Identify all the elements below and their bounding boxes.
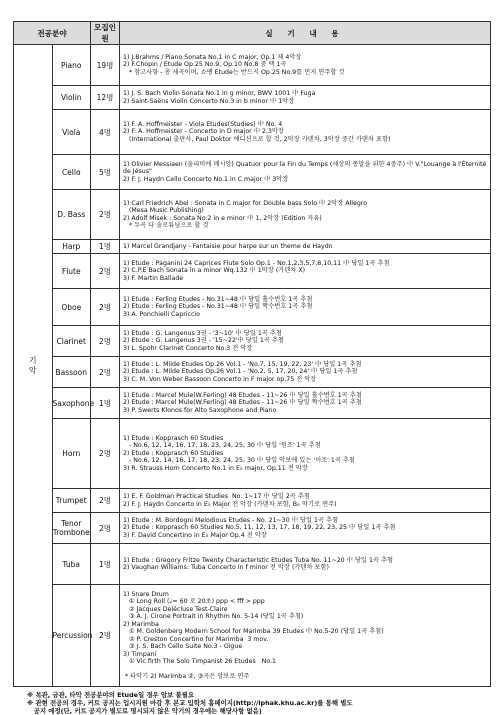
content-cell: 1) Etude : Marcel Mule(W.Ferling) 48 Etudes - 11~26 中 당일 홀수번호 1곡 추첨 2) Etude : Marcel Mule(W.Ferling) 48 Etudes - 11~26 中 당일 짝수번호 1곡 추첨 3) P. Swerts Klonos for Alto Saxophone and Piano [120, 388, 491, 419]
table-row [14, 110, 491, 155]
table-row [14, 45, 491, 86]
count-cell: 12명 [91, 86, 120, 110]
count-cell: 2명 [91, 513, 120, 544]
table-header-row [14, 22, 491, 45]
count-cell: 1명 [91, 240, 120, 254]
count-cell: 2명 [91, 190, 120, 240]
table-row [14, 86, 491, 110]
category-cell [14, 45, 53, 687]
table-row [14, 254, 491, 289]
instrument-cell: Violin [52, 86, 91, 110]
table-row [14, 544, 491, 585]
count-cell: 2명 [91, 289, 120, 326]
footnote-line: ※ 관현 전공의 경우, 커트 공지는 입시지원 마감 후 본교 입학처 홈페이지(http://iphak.khu.ac.kr)를 통해 별도 [27, 699, 353, 707]
content-cell: 1) Etude : M. Bordogni Melodious Etudes - No. 21~30 中 당일 1곡 추첨 2) Etude : Kopprasch 60 Studies No.5, 11, 12, 13, 17, 18, 19, 22, 23, 25 中 당일 1곡 추첨 3) F. David Concertino in E♭ Major Op.4 전 악장 [120, 513, 491, 544]
table-row [14, 326, 491, 357]
content-cell: 1) J.Brahms / Piano Sonata No.1 in C major, Op.1 제 4악장 2) F.Chopin / Etude Op.25 No.9, Op.10 No.8 중 택 1곡 * 참고사항 - 총 세곡이며, 쇼팽 Etude는 반드시 Op.25 No.9를 먼저 연주할 것 [120, 45, 491, 86]
header-field: 전공분야 [14, 22, 91, 45]
instrument-cell: Tenor Trombone [52, 513, 91, 544]
table-row [14, 155, 491, 190]
content-cell: 1) E. F. Goldman Practical Studies No. 1~17 中 당일 2곡 추첨 2) F. J. Haydn Concerto in E♭ Major 전 악장 (카덴차 포함, B♭ 악기로 연주) [120, 489, 491, 513]
count-cell: 2명 [91, 357, 120, 388]
instrument-cell: Cello [52, 155, 91, 190]
instrument-cell: Flute [52, 254, 91, 289]
requirements-table [13, 21, 491, 687]
instrument-cell: Piano [52, 45, 91, 86]
footnotes [27, 691, 487, 715]
table-row [14, 190, 491, 240]
count-cell: 1명 [91, 544, 120, 585]
instrument-cell: D. Bass [52, 190, 91, 240]
instrument-cell: Clarinet [52, 326, 91, 357]
table-row [14, 388, 491, 419]
footnote-line: 공지 예정(단, 커트 공지가 별도로 명시되지 않은 악기의 경우에는 해당사항 없음) [27, 707, 262, 715]
content-cell: 1) Olivier Messiaen (올리비에 메시앙) Quatuor pour la Fin du Temps (세상의 종말을 위한 4중주) 中 V."Louange à l'Éternité de Jésus" 2) F. J. Haydn Cello Concerto No.1 in C major 中 3악장 [120, 155, 491, 190]
table-row [14, 419, 491, 489]
instrument-cell: Percussion [52, 585, 91, 687]
count-cell: 2명 [91, 585, 120, 687]
count-cell: 2명 [91, 419, 120, 489]
instrument-cell: Horn [52, 419, 91, 489]
count-cell: 19명 [91, 45, 120, 86]
count-cell: 4명 [91, 110, 120, 155]
header-count: 모집인원 [91, 22, 120, 45]
content-cell: 1) Etude : Ferling Etudes - No.31~48 中 당일 홀수번호 1곡 추첨 2) Etude : Ferling Etudes - No.31~48 中 당일 짝수번호 1곡 추첨 3) A. Ponchielli Capriccio [120, 289, 491, 326]
table-row [14, 585, 491, 687]
count-cell: 5명 [91, 155, 120, 190]
table-row [14, 357, 491, 388]
header-content: 실 기 내 용 [120, 22, 491, 45]
instrument-cell: Bassoon [52, 357, 91, 388]
footnote-line: ※ 목관, 금관, 타악 전공분야의 Etude일 경우 암보 불필요 [27, 691, 195, 699]
table-row [14, 240, 491, 254]
content-cell: 1) Etude : Gregory Fritze Twenty Characteristic Etudes Tuba No. 11~20 中 당일 1곡 추첨 2) Vaughan Williams: Tuba Concerto in f minor 전 악장 (카덴차 포함) [120, 544, 491, 585]
count-cell: 2명 [91, 326, 120, 357]
instrument-cell: Saxophone [52, 388, 91, 419]
content-cell: 1) Etude : G. Langenus 3권 - '3~10' 中 당일 1곡 추첨 2) Etude : G. Langenus 3권 - '15~22'中 당일 1곡 추첨 3) L. Spohr Clarinet Concerto No.3 전 악장 [120, 326, 491, 357]
instrument-cell: Oboe [52, 289, 91, 326]
table-row [14, 513, 491, 544]
content-cell: 1) F. A. Hoffmeister - Viola Etudes(Studies) 中 No. 4 2) F. A. Hoffmeister - Concerto in D major 中 2,3악장 (International 출판사, Paul Doktor 에디션으로 할 것, 2악장 카덴차, 3악장 중간 카덴차 포함) [120, 110, 491, 155]
content-cell: 1) Etude : Kopprasch 60 Studies - No.6, 12, 14, 16, 17, 18, 23, 24, 25, 30 中 당일 '원조' 1곡 추첨 2) Etude : Kopprasch 60 Studies - No.6, 12, 14, 16, 17, 18, 23, 24, 25, 30 中 당일 악보에 있는 '이조' 1곡 추첨 3) R. Strauss Horn Concerto No.1 in E♭ major, Op.11 전 악장 [120, 419, 491, 489]
content-cell: 1) Etude : L. Milde Etudes Op.26 Vol.1 - 'No.7, 15, 19, 22, 23' 中 당일 1곡 추첨 2) Etude : L. Milde Etudes Op.26 Vol.1 - 'No.2, 5, 17, 20, 24' 中 당일 1곡 추첨 3) C. M. Von Weber Bassoon Concerto in F major op.75 전 악장 [120, 357, 491, 388]
count-cell: 2명 [91, 254, 120, 289]
requirements-document [13, 21, 491, 715]
count-cell: 1명 [91, 388, 120, 419]
category-label: 기악 [28, 355, 37, 375]
content-cell: 1) Etude : Paganini 24 Caprices Flute Solo Op.1 - No.1,2,3,5,7,8,10,11 中 당일 1곡 추첨 2) C.P.E Bach Sonata in a minor Wq.132 中 1악장 (카덴차 X) 3) F. Martin Ballade [120, 254, 491, 289]
content-cell: 1) Carl Friedrich Abel : Sonata in C major for Double bass Solo 中 2악장 Allegro (Mesa Music Publishing) 2) Adolf Misek : Sonata No.2 in e minor 中 1, 2악장 (Edition 자유) * 두곡 다 솔로튜닝으로 할 것 [120, 190, 491, 240]
content-cell: 1) Marcel Grandjany - Fantaisie pour harpe sur un theme de Haydn [120, 240, 491, 254]
instrument-cell: Viola [52, 110, 91, 155]
table-row [14, 289, 491, 326]
instrument-cell: Trumpet [52, 489, 91, 513]
count-cell: 2명 [91, 489, 120, 513]
content-cell: 1) J. S. Bach Violin Sonata No.1 in g minor, BWV 1001 中 Fuga 2) Saint-Saëns Violin Concerto No.3 in b minor 中 1악장 [120, 86, 491, 110]
content-cell: 1) Snare Drum ① Long Roll (♩= 60 로 20초) ppp < fff > ppp ② Jacques Delécluse Test-Claire ③ A. J. Cirone Portrait in Rhythm No. 5-14 (당일 1곡 추첨) 2) Marimba ① M. Goldenberg Modern School for Marimba 39 Etudes 中 No.5-20 (당일 1곡 추첨) ② P. Creston Concertino for Marimba 3 mov. ③ J. S. Bach Cello Suite No.3 - Gigue 3) Timpani ① Vic firth The Solo Timpanist 26 Etudes No.1 * 타악기 2) Marimba ②, ③곡은 암보로 연주 [120, 585, 491, 687]
instrument-cell: Harp [52, 240, 91, 254]
instrument-cell: Tuba [52, 544, 91, 585]
table-row [14, 489, 491, 513]
